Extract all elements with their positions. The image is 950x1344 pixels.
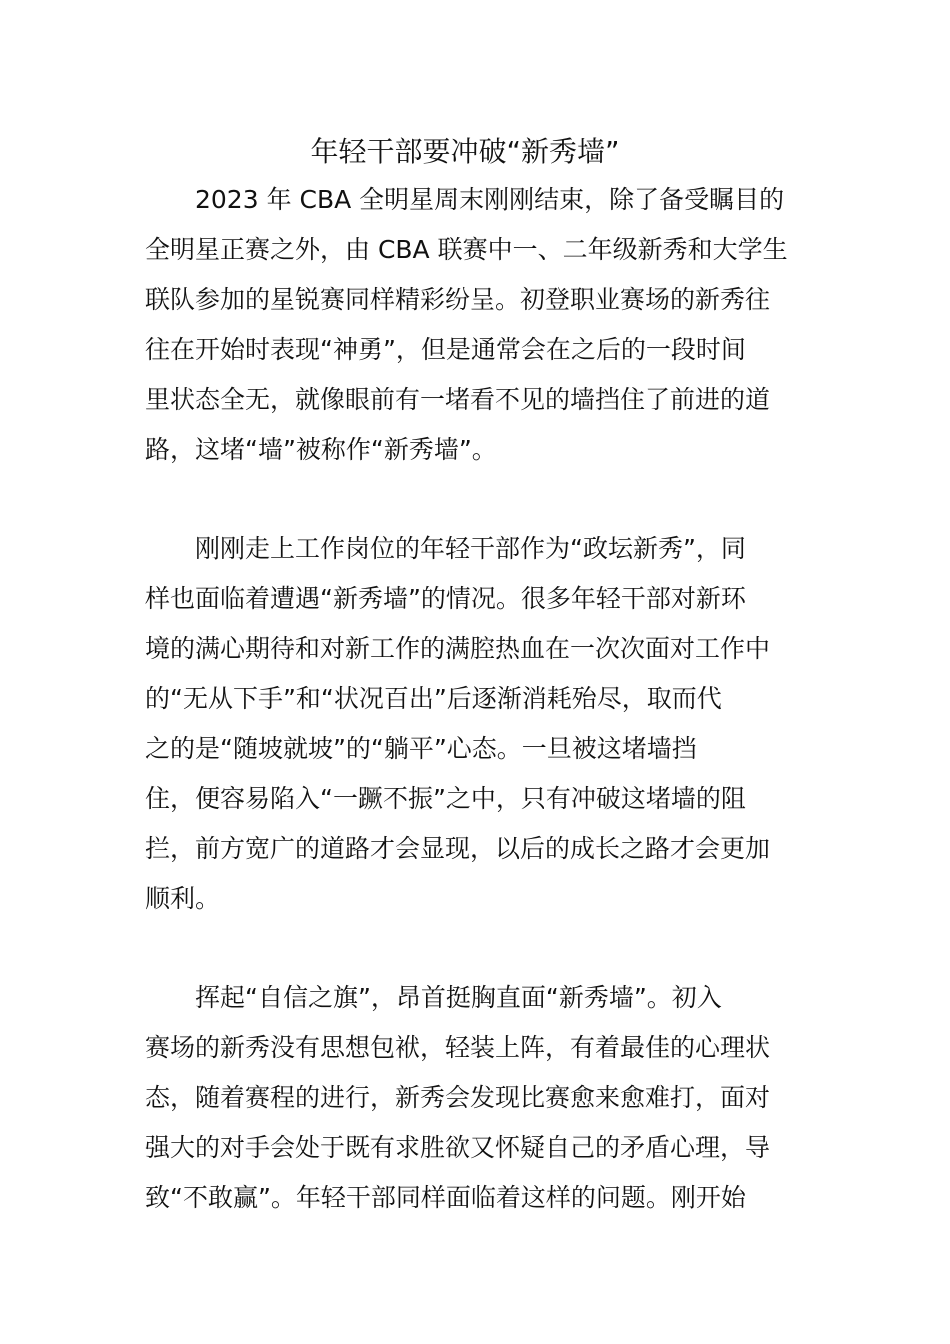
paragraph-3-line-5: 致“不敢赢”。年轻干部同样面临着这样的问题。刚开始	[145, 1183, 746, 1212]
paragraph-2-line-6: 住，便容易陷入“一蹶不振”之中，只有冲破这堵墙的阻	[145, 784, 746, 813]
paragraph-3-line-1: 挥起“自信之旗”，昂首挺胸直面“新秀墙”。初入	[195, 983, 722, 1012]
paragraph-2-line-3: 境的满心期待和对新工作的满腔热血在一次次面对工作中	[145, 634, 771, 663]
paragraph-2-line-4: 的“无从下手”和“状况百出”后逐渐消耗殆尽，取而代	[145, 684, 722, 713]
paragraph-2-line-7: 拦，前方宽广的道路才会显现，以后的成长之路才会更加	[145, 834, 771, 863]
page-title: 年轻干部要冲破“新秀墙”	[310, 135, 620, 168]
paragraph-2-line-8: 顺利。	[145, 884, 221, 913]
paragraph-2-line-1: 刚刚走上工作岗位的年轻干部作为“政坛新秀”，同	[195, 534, 746, 563]
paragraph-3-line-2: 赛场的新秀没有思想包袱，轻装上阵，有着最佳的心理状	[145, 1033, 771, 1062]
paragraph-1-line-6: 路，这堵“墙”被称作“新秀墙”。	[145, 435, 497, 464]
paragraph-3-line-4: 强大的对手会处于既有求胜欲又怀疑自己的矛盾心理，导	[145, 1133, 771, 1162]
paragraph-1-line-5: 里状态全无，就像眼前有一堵看不见的墙挡住了前进的道	[145, 385, 771, 414]
paragraph-3-line-3: 态，随着赛程的进行，新秀会发现比赛愈来愈难打，面对	[145, 1083, 771, 1112]
paragraph-2-line-5: 之的是“随坡就坡”的“躺平”心态。一旦被这堵墙挡	[145, 734, 697, 763]
paragraph-2-line-2: 样也面临着遭遇“新秀墙”的情况。很多年轻干部对新环	[145, 584, 746, 613]
paragraph-1-line-1: 2023 年 CBA 全明星周末刚刚结束，除了备受瞩目的	[195, 185, 785, 214]
paragraph-1-line-3: 联队参加的星锐赛同样精彩纷呈。初登职业赛场的新秀往	[145, 285, 771, 314]
paragraph-1-line-4: 往在开始时表现“神勇”，但是通常会在之后的一段时间	[145, 335, 746, 364]
paragraph-1-line-2: 全明星正赛之外，由 CBA 联赛中一、二年级新秀和大学生	[145, 235, 788, 264]
